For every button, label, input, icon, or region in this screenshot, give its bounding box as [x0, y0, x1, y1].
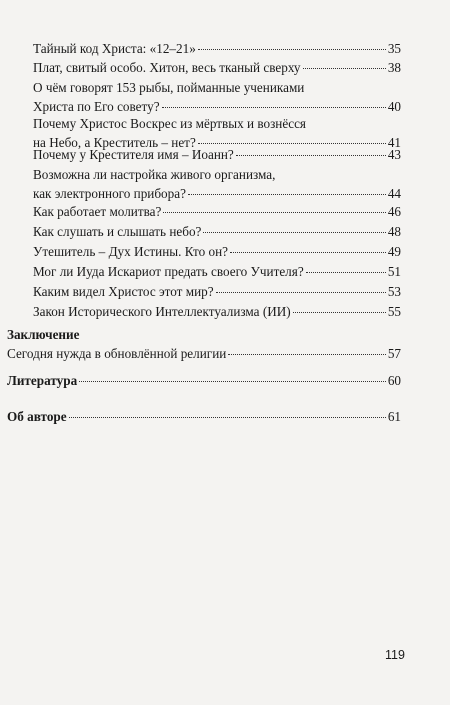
toc-entry-title: как электронного прибора?: [33, 185, 186, 201]
dot-leader: [79, 381, 386, 382]
toc-entry: [33, 203, 401, 222]
toc-entry-page: 61: [387, 409, 401, 424]
toc-entry-title: Об авторе: [7, 409, 67, 424]
dot-leader: [306, 272, 386, 273]
dot-leader: [216, 292, 386, 293]
toc-entry-title-line1: Возможна ли настройка живого организма,: [33, 167, 276, 182]
toc-entry: [33, 146, 401, 165]
toc-section-conclusion: [7, 326, 401, 363]
dot-leader: [303, 68, 386, 69]
toc-entry-title: Мог ли Иуда Искариот предать своего Учителя?: [33, 264, 304, 279]
dot-leader: [188, 194, 386, 195]
toc-entry-title: Сегодня нужда в обновлённой религии: [7, 345, 227, 361]
toc-entry: [33, 223, 401, 242]
dot-leader: [163, 212, 385, 213]
toc-entry-page: 35: [387, 41, 401, 56]
toc-entry-title: Тайный код Христа: «12–21»: [33, 41, 196, 56]
toc-section-about: [7, 408, 401, 427]
toc-entry: [33, 263, 401, 282]
toc-entry-page: 60: [387, 373, 401, 388]
toc-entry-page: 46: [387, 204, 401, 219]
dot-leader: [162, 107, 386, 108]
toc-entry-title-line1: Почему Христос Воскрес из мёртвых и вознёсся: [33, 116, 306, 131]
toc-entry-title: Утешитель – Дух Истины. Кто он?: [33, 244, 229, 259]
toc-entry-title: на Небо, а Креститель – нет?: [33, 134, 196, 150]
toc-entry: [33, 303, 401, 322]
toc-entry: [33, 40, 401, 59]
toc-entry-page: 57: [387, 345, 401, 361]
dot-leader: [203, 232, 385, 233]
dot-leader: [198, 143, 386, 144]
toc-entry: [33, 59, 401, 78]
dot-leader: [198, 49, 386, 50]
toc-entry: [33, 166, 401, 203]
toc-entry-page: 43: [387, 147, 401, 162]
section-heading: Заключение: [7, 327, 80, 342]
dot-leader: [236, 155, 386, 156]
toc-entry-title-line1: О чём говорят 153 рыбы, пойманные учениками: [33, 80, 305, 95]
dot-leader: [293, 312, 386, 313]
toc-section-literature: [7, 372, 401, 391]
toc-entry-title: Литература: [7, 373, 78, 388]
toc-entry-page: 44: [387, 185, 401, 201]
toc-entry-title: Как работает молитва?: [33, 204, 162, 219]
toc-entry-page: 40: [387, 98, 401, 114]
dot-leader: [230, 252, 386, 253]
toc-entry-page: 51: [387, 264, 401, 279]
toc-entry-page: 38: [387, 60, 401, 75]
toc-entry: [33, 79, 401, 116]
toc-entry: [33, 243, 401, 262]
toc-entry-title: Как слушать и слышать небо?: [33, 224, 202, 239]
toc-entry-page: 53: [387, 284, 401, 299]
dot-leader: [69, 417, 386, 418]
toc-entry-title: Закон Исторического Интеллектуализма (ИИ): [33, 304, 291, 319]
toc-entry-page: 49: [387, 244, 401, 259]
toc-entry-title: Плат, свитый особо. Хитон, весь тканый сверху: [33, 60, 301, 75]
toc-entry-page: 55: [387, 304, 401, 319]
toc-entry-title: Каким видел Христос этот мир?: [33, 284, 214, 299]
toc-entry-title: Христа по Его совету?: [33, 98, 160, 114]
toc-entry-page: 48: [387, 224, 401, 239]
toc-entry: [33, 283, 401, 302]
page-number: 119: [385, 648, 405, 662]
dot-leader: [228, 354, 385, 355]
toc-entry-page: 41: [387, 134, 401, 150]
toc-entry-title: Почему у Крестителя имя – Иоанн?: [33, 147, 234, 162]
